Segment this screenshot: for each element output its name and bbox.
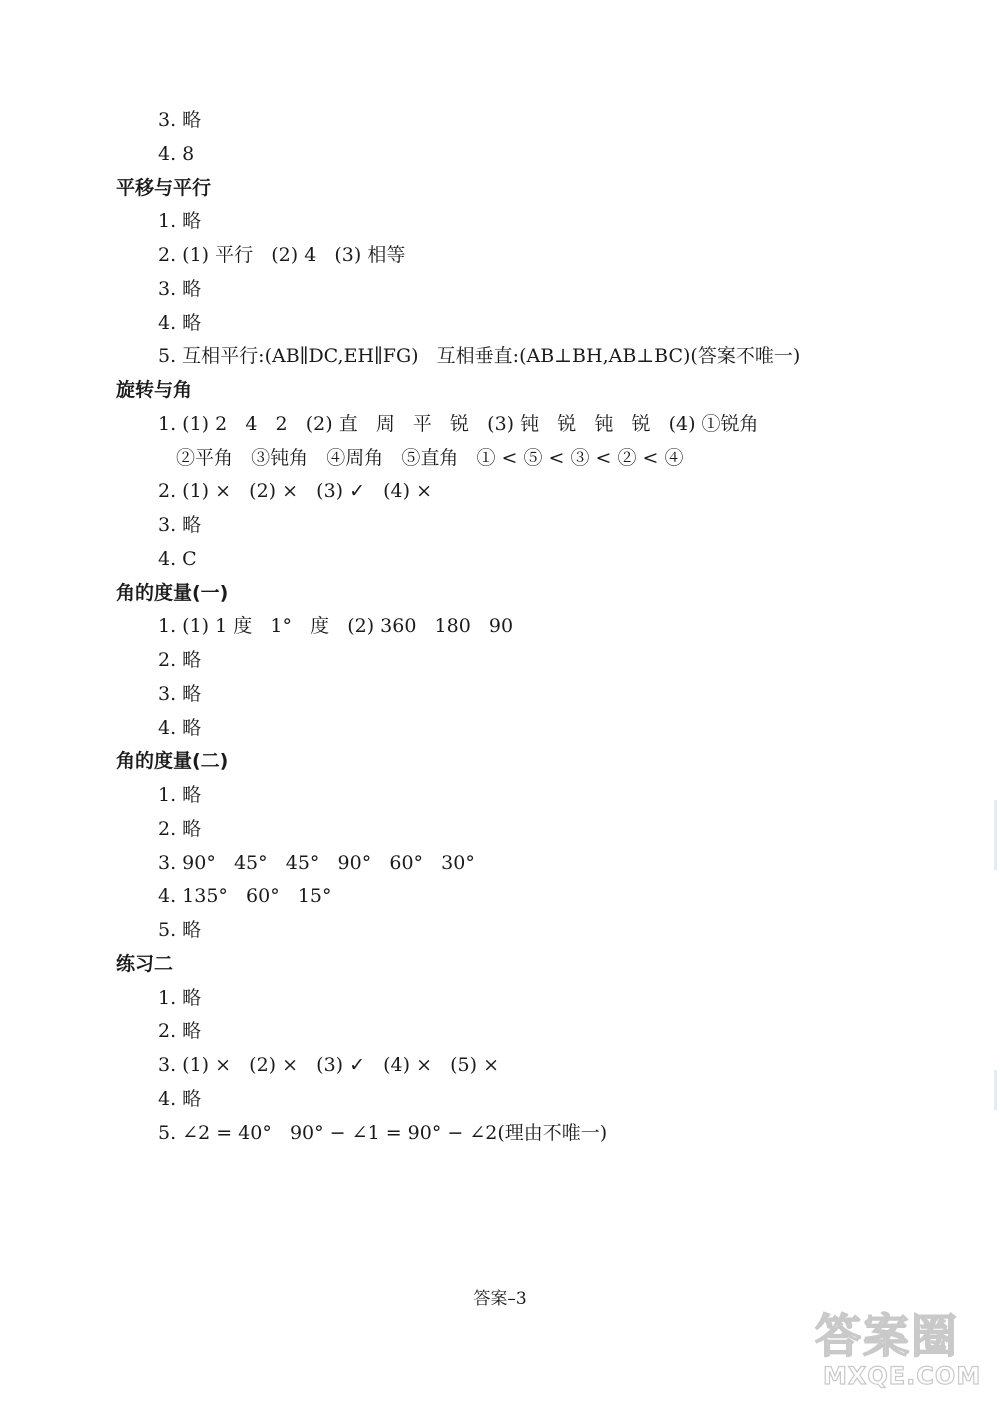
answer-line: 3. 略 — [158, 514, 202, 536]
answer-line: 3. 略 — [158, 109, 202, 131]
answer-line: ②平角 ③钝角 ④周角 ⑤直角 ① < ⑤ < ③ < ② < ④ — [176, 446, 684, 469]
watermark-logo — [815, 1300, 995, 1400]
answer-line: 2. 略 — [158, 817, 202, 840]
answer-line: 1. (1) 2 4 2 (2) 直 周 平 锐 (3) 钝 锐 钝 锐 (4) ①锐角 — [158, 412, 759, 435]
answer-line: 1. 略 — [158, 784, 202, 806]
watermark-text-en: MXQE.COM — [823, 1362, 982, 1390]
section-heading: 旋转与角 — [116, 379, 193, 401]
section-heading: 角的度量(二) — [116, 750, 229, 773]
answer-line: 2. (1) 平行 (2) 4 (3) 相等 — [158, 244, 406, 266]
scan-edge-mark — [994, 1070, 997, 1110]
answer-line: 4. 略 — [158, 716, 202, 739]
answer-line: 1. 略 — [158, 210, 202, 233]
answer-line: 2. 略 — [158, 1020, 202, 1043]
scan-edge-mark — [994, 800, 997, 870]
answer-line: 2. (1) × (2) × (3) ✓ (4) × — [158, 480, 433, 503]
answer-line: 4. 8 — [158, 142, 195, 165]
answer-line: 5. 略 — [158, 919, 202, 941]
answer-line: 3. 90° 45° 45° 90° 60° 30° — [158, 851, 475, 874]
answer-line: 3. 略 — [158, 277, 202, 300]
answer-line: 4. 135° 60° 15° — [158, 885, 332, 908]
answer-line: 3. 略 — [158, 682, 202, 705]
answer-line: 1. 略 — [158, 986, 202, 1009]
section-heading: 角的度量(一) — [116, 581, 229, 604]
answer-line: 1. (1) 1 度 1° 度 (2) 360 180 90 — [158, 615, 514, 638]
page-footer: 答案–3 — [473, 1289, 527, 1309]
watermark-text-cn: 答案圈 — [815, 1309, 959, 1363]
answer-line: 5. 互相平行:(AB∥DC,EH∥FG) 互相垂直:(AB⊥BH,AB⊥BC)(答案不唯一) — [158, 345, 801, 368]
section-heading: 练习二 — [116, 952, 174, 975]
answer-line: 4. 略 — [158, 311, 202, 334]
answer-line: 4. C — [158, 547, 197, 570]
section-heading: 平移与平行 — [116, 176, 212, 199]
answer-line: 4. 略 — [158, 1087, 202, 1110]
answer-line: 3. (1) × (2) × (3) ✓ (4) × (5) × — [158, 1054, 500, 1076]
answer-line: 5. ∠2 = 40° 90° − ∠1 = 90° − ∠2(理由不唯一) — [158, 1121, 608, 1144]
answer-line: 2. 略 — [158, 649, 202, 671]
